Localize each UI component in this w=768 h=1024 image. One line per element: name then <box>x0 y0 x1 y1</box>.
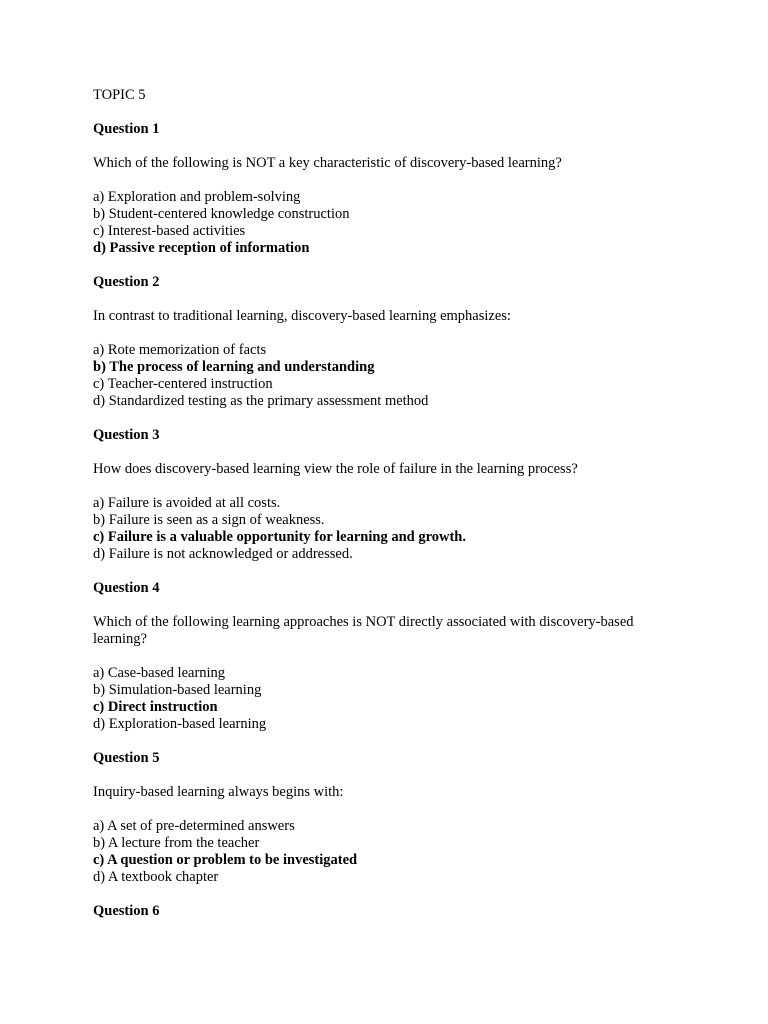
question-heading: Question 5 <box>93 750 160 766</box>
answer-option: d) Exploration-based learning <box>93 716 267 732</box>
question-prompt: How does discovery-based learning view the role of failure in the learning process? <box>93 461 578 477</box>
correct-answer-option: d) Passive reception of information <box>93 240 310 256</box>
answer-option: b) Student-centered knowledge construction <box>93 206 350 222</box>
question-heading: Question 6 <box>93 903 160 919</box>
answer-option: d) Standardized testing as the primary assessment method <box>93 393 429 409</box>
correct-answer-option: c) Failure is a valuable opportunity for learning and growth. <box>93 529 466 545</box>
topic-title: TOPIC 5 <box>93 87 146 103</box>
answer-option: a) Exploration and problem-solving <box>93 189 301 205</box>
correct-answer-option: c) Direct instruction <box>93 699 218 715</box>
answer-option: a) Rote memorization of facts <box>93 342 267 358</box>
correct-answer-option: b) The process of learning and understanding <box>93 359 375 375</box>
question-prompt: Inquiry-based learning always begins with: <box>93 784 344 800</box>
question-prompt: In contrast to traditional learning, discovery-based learning emphasizes: <box>93 308 511 324</box>
answer-option: b) Failure is seen as a sign of weakness. <box>93 512 325 528</box>
question-heading: Question 1 <box>93 121 160 137</box>
question-prompt: Which of the following is NOT a key characteristic of discovery-based learning? <box>93 155 562 171</box>
answer-option: a) Failure is avoided at all costs. <box>93 495 281 511</box>
answer-option: d) A textbook chapter <box>93 869 219 885</box>
question-heading: Question 3 <box>93 427 160 443</box>
answer-option: d) Failure is not acknowledged or addressed. <box>93 546 353 562</box>
answer-option: c) Teacher-centered instruction <box>93 376 273 392</box>
correct-answer-option: c) A question or problem to be investigated <box>93 852 358 868</box>
answer-option: b) Simulation-based learning <box>93 682 262 698</box>
question-heading: Question 2 <box>93 274 160 290</box>
answer-option: a) Case-based learning <box>93 665 226 681</box>
question-heading: Question 4 <box>93 580 160 596</box>
document-page <box>93 87 693 920</box>
answer-option: c) Interest-based activities <box>93 223 246 239</box>
question-prompt: Which of the following learning approaches is NOT directly associated with discovery-based learning? <box>93 614 634 647</box>
answer-option: a) A set of pre-determined answers <box>93 818 295 834</box>
answer-option: b) A lecture from the teacher <box>93 835 260 851</box>
